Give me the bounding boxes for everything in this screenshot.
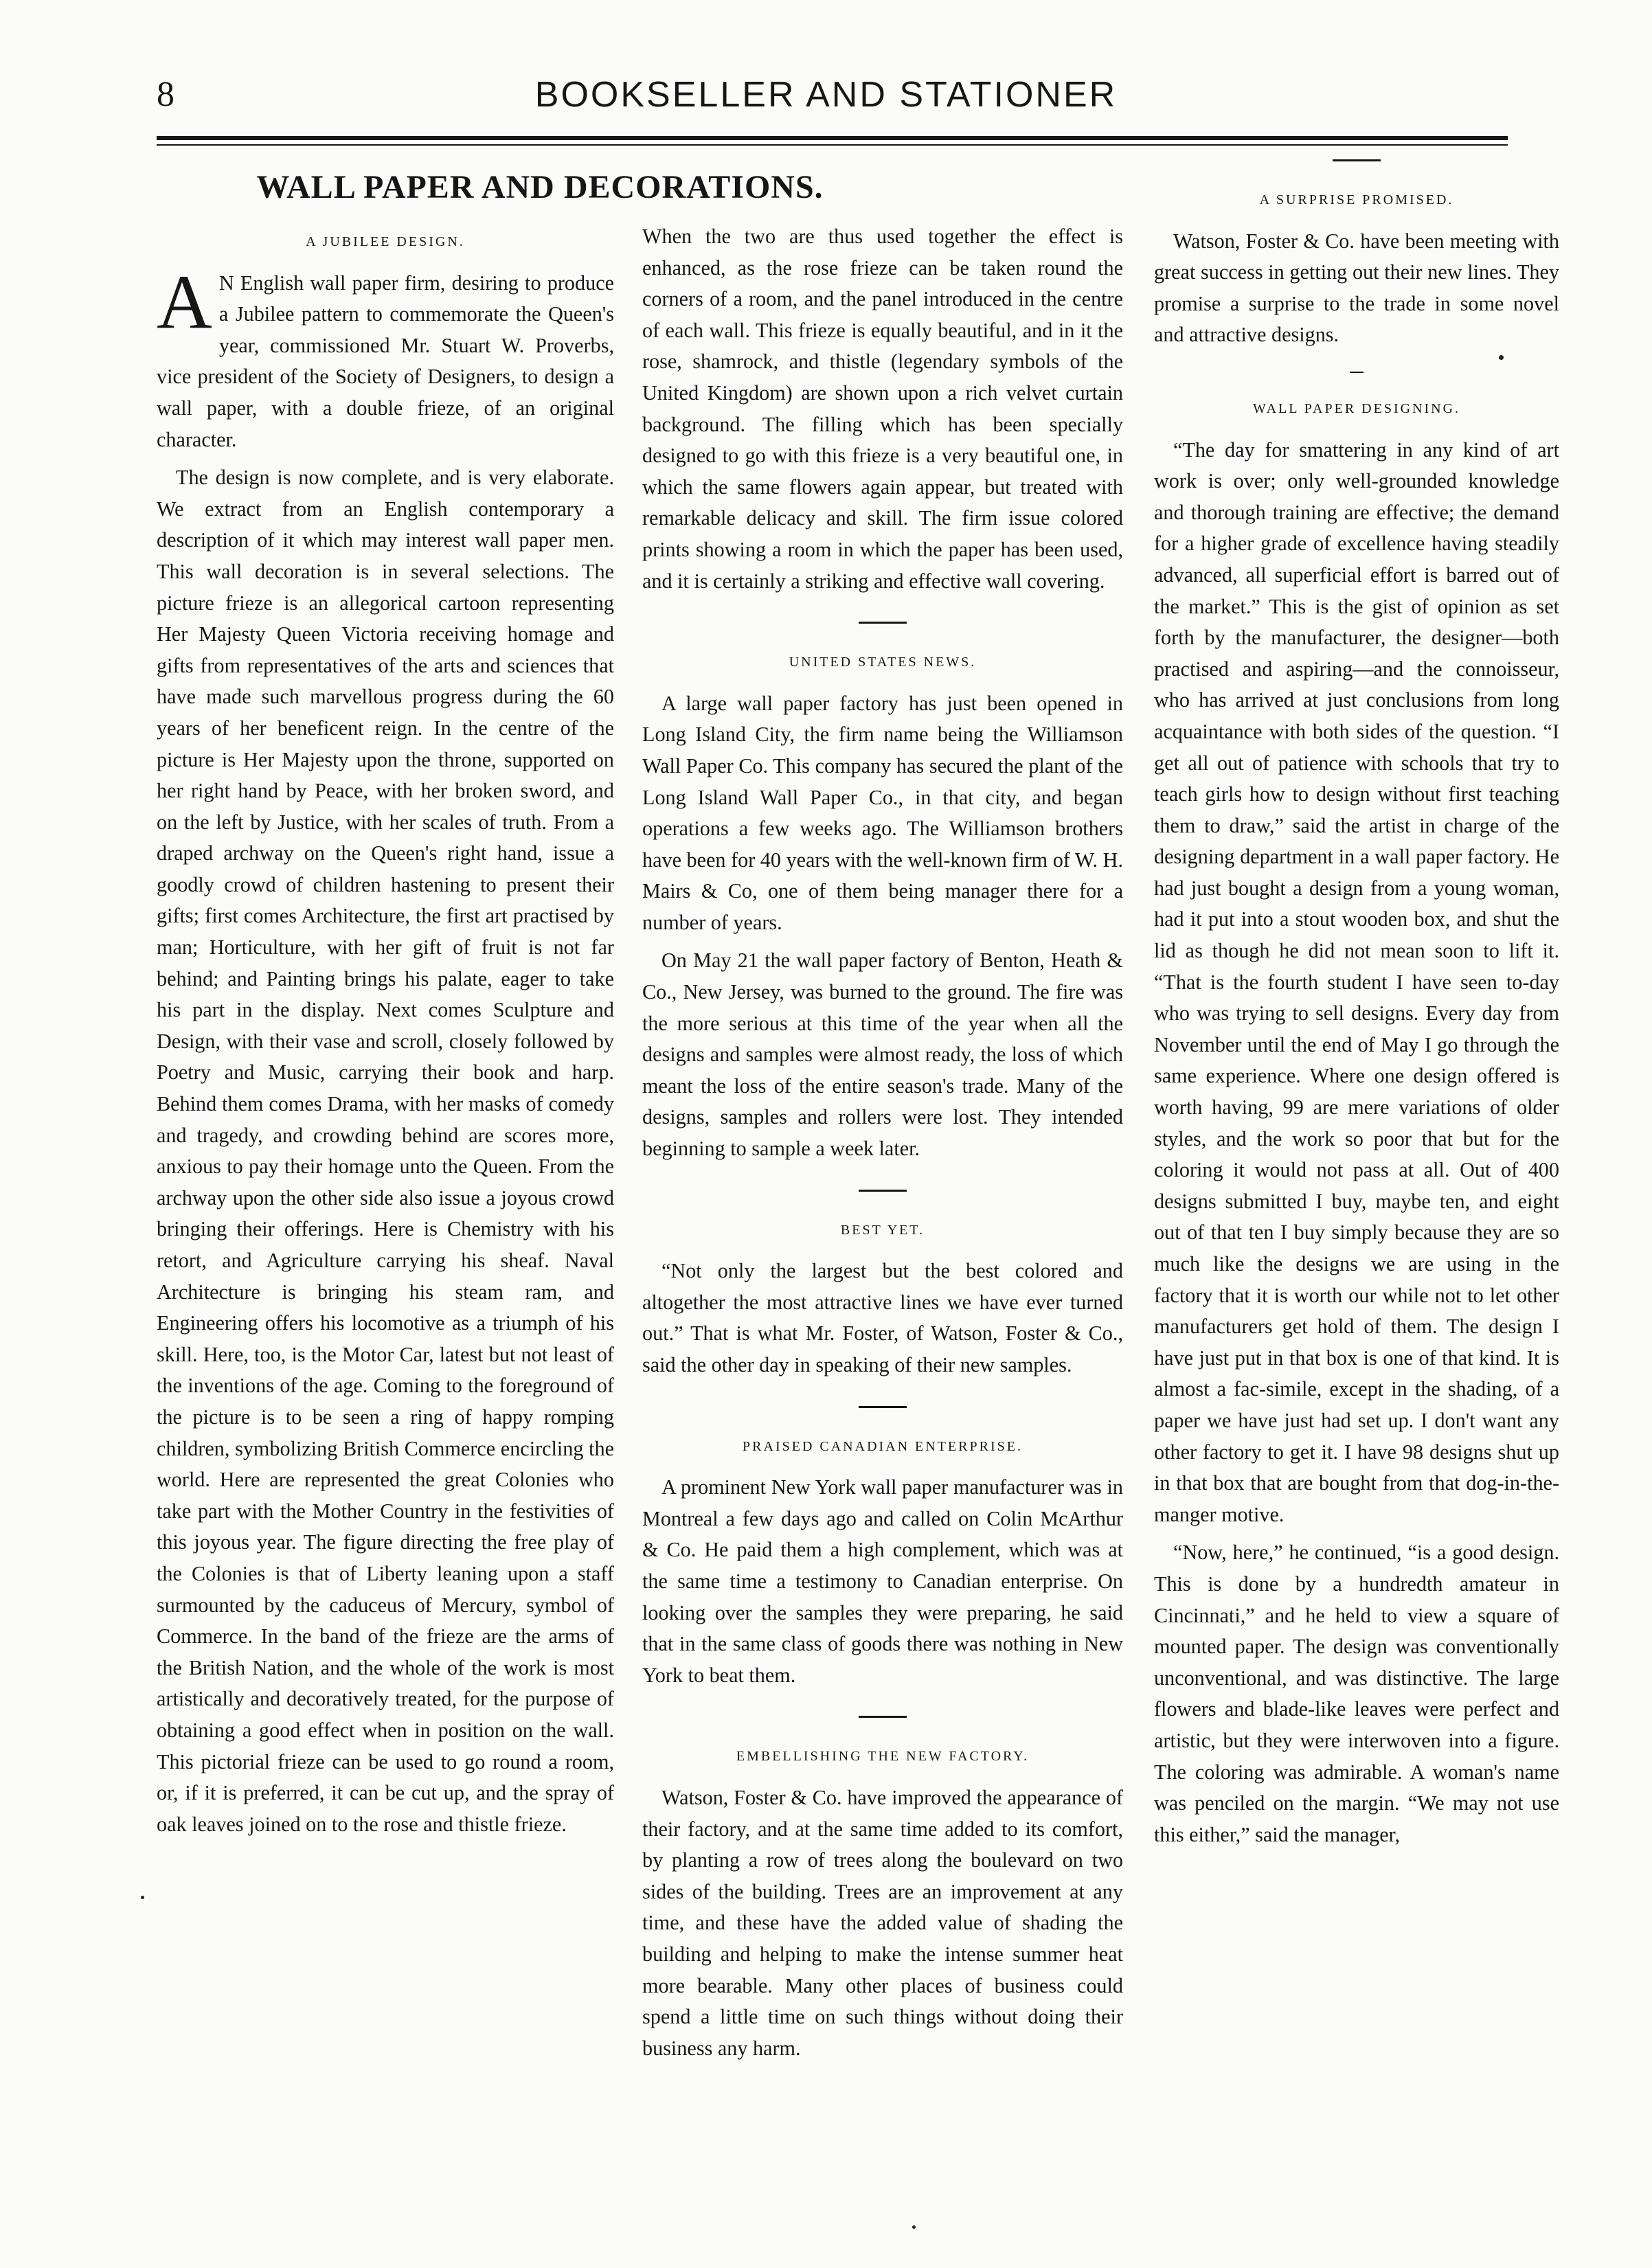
paragraph: A large wall paper factory has just been opened in Long Island City, the firm name being the Williamson Wall Paper Co. This company has secured the plant of the Long Island Wall Paper Co., in that city, and began operations a few weeks ago. The Williamson brothers have been for 40 years with the well-known firm of W. H. Mairs & Co, one of them being manager there for a number of years. [642, 691, 1123, 934]
header-rule-thin [157, 144, 1508, 146]
paragraph: “Not only the largest but the best colored and altogether the most attractive lines we have ever turned out.” That is what Mr. Foster, of Watson, Foster & Co., said the other day in speaking of their new samples. [642, 1259, 1123, 1376]
print-speck [141, 1896, 144, 1899]
page-number: 8 [157, 75, 174, 114]
print-speck [1499, 355, 1504, 360]
page-header [0, 0, 1652, 144]
article-title: WALL PAPER AND DECORATIONS. [256, 169, 824, 205]
section-heading: A SURPRISE PROMISED. [1259, 192, 1454, 207]
section-heading: UNITED STATES NEWS. [789, 655, 977, 670]
column-middle [642, 152, 1123, 2179]
section-heading: BEST YET. [840, 1222, 925, 1238]
header-rule-thick [157, 136, 1508, 140]
paragraph: Watson, Foster & Co. have improved the appearance of their factory, and at the same time added to its comfort, by planting a row of trees along the boulevard on two sides of the building. Trees are an improvement at any time, and these have the added value of shading the building and helping to make the intense summer heat more bearable. Many other places of business could spend a little time on such things without doing their business any harm. [642, 1785, 1123, 2060]
section-heading: EMBELLISHING THE NEW FACTORY. [736, 1749, 1030, 1765]
column-left [157, 220, 614, 2232]
column-right [1154, 152, 1559, 2179]
paragraph: “Now, here,” he continued, “is a good design. This is done by a hundredth amateur in Cincinnati,” and he held to view a square of mounted paper. The design was conventionally unconventional, and was distinctive. The large flowers and blade-like leaves were perfect and artistic, but they were interwoven into a figure. The coloring was admirable. A woman's name was penciled on the margin. “We may not use this either,” said the manager, [1154, 1541, 1559, 1846]
running-title: BOOKSELLER AND STATIONER [534, 75, 1118, 115]
paragraph [157, 259, 614, 456]
paragraph: Watson, Foster & Co. have been meeting with great success in getting out their new lines. They promise a surprise to the trade in some novel and attractive designs. [1154, 229, 1559, 347]
section-divider [859, 622, 907, 624]
section-divider [859, 1716, 907, 1718]
section-divider [859, 1190, 907, 1192]
paragraph-text: N English wall paper firm, desiring to produce a Jubilee pattern to commemorate the Queen's year, commissioned Mr. Stuart W. Proverbs, vice president of the Society of Designers, to design a wall paper, with a double frieze, of an original character. [157, 271, 614, 451]
paragraph: On May 21 the wall paper factory of Benton, Heath & Co., New Jersey, was burned to the ground. The fire was the more serious at this time of the year when all the designs and samples were almost ready, the loss of which meant the loss of the entire season's trade. Many of the designs, samples and rollers were lost. They intended beginning to sample a week later. [642, 949, 1123, 1161]
section-divider [859, 1406, 907, 1408]
section-divider [1350, 372, 1364, 373]
paragraph: When the two are thus used together the effect is enhanced, as the rose frieze can be taken round the corners of a room, and the panel introduced in the centre of each wall. This frieze is equally beautiful, and in it the rose, shamrock, and thistle (legendary symbols of the United Kingdom) are shown upon a rich velvet curtain background. The filling which has been specially designed to go with this frieze is a very beautiful one, in which the same flowers again appear, but treated with remarkable delicacy and skill. The firm issue colored prints showing a room in which the paper has been used, and it is certainly a striking and effective wall covering. [642, 225, 1123, 593]
section-heading: PRAISED CANADIAN ENTERPRISE. [743, 1438, 1023, 1454]
paragraph: The design is now complete, and is very elaborate. We extract from an English contemporary a description of it which may interest wall paper men. This wall decoration is in several selections. The picture frieze is an allegorical cartoon representing Her Majesty Queen Victoria receiving homage and gifts from representatives of the arts and sciences that have made such marvellous progress during the 60 years of her beneficent reign. In the centre of the picture is Her Majesty upon the throne, supported on her right hand by Peace, with her broken sword, and on the left by Justice, with her scales of truth. From a draped archway on the Queen's right hand, issue a goodly crowd of children hastening to present their gifts; first comes Architecture, the first art practised by man; Horticulture, with her gift of fruit is not far behind; and Painting brings his palate, eager to take his part in the display. Next comes Sculpture and Design, with their vase and scroll, closely followed by Poetry and Music, carrying their book and harp. Behind them comes Drama, with her masks of comedy and tragedy, and crowding behind are scores more, anxious to pay their homage unto the Queen. From the archway upon the other side also issue a joyous crowd bringing their offerings. Here is Chemistry with his retort, and Agriculture carrying his sheaf. Naval Architecture is bringing his steam ram, and Engineering offers his locomotive as a triumph of his skill. Here, too, is the Motor Car, latest but not least of the inventions of the age. Coming to the foreground of the picture is to be seen a ring of happy romping children, symbolizing British Commerce encircling the world. Here are represented the great Colonies who take part with the Mother Country in the festivities of this joyous year. The figure directing the free play of the Colonies is that of Liberty leaning upon a staff surmounted by the caduceus of Mercury, symbol of Commerce. In the band of the frieze are the arms of the British Nation, and the whole of the work is most artistically and decoratively treated, for the purpose of obtaining a good effect when in position on the wall. This pictorial frieze can be used to go round a room, or, if it is preferred, it can be cut up, and the spray of oak leaves joined on to the rose and thistle frieze. [157, 466, 614, 1836]
section-heading: WALL PAPER DESIGNING. [1252, 400, 1461, 416]
section-divider [1333, 159, 1381, 161]
section-heading: A JUBILEE DESIGN. [306, 234, 465, 249]
paragraph: “The day for smattering in any kind of art work is over; only well-grounded knowledge and thorough training are effective; the demand for a higher grade of excellence having steadily advanced, all superficial effort is barred out of the market.” This is the gist of opinion as set forth by the manufacturer, the designer—both practised and aspiring—and the connoisseur, who has arrived at just conclusions from long acquaintance with both sides of the question. “I get all out of patience with schools that try to teach girls how to design without first teaching them to draw,” said the artist in charge of the designing department in a wall paper factory. He had just bought a design from a young woman, had it put into a stout wooden box, and shut the lid as though he did not mean soon to lift it. “That is the fourth student I have seen to-day who was trying to sell designs. Every day from November until the end of May I go through the same experience. Where one design offered is worth having, 99 are mere variations of older styles, and the work so poor that but for the coloring it would not pass at all. Out of 400 designs submitted I buy, maybe ten, and eight out of that ten I buy simply because they are so much like the designs we are using in the factory that it is worth our while not to let other manufacturers get hold of them. The design I have just put in that box is one of that kind. It is almost a fac-simile, except in the shading, of a paper we have just had set up. I don't want any other factory to get it. I have 98 designs shut up in that box that are bought from that dog-in-the-manger motive. [1154, 438, 1559, 1526]
print-speck [912, 2225, 916, 2229]
paragraph: A prominent New York wall paper manufacturer was in Montreal a few days ago and called on Colin McArthur & Co. He paid them a high complement, which was at the same time a testimony to Canadian enterprise. On looking over the samples they were preparing, he said that in the same class of goods there was nothing in New York to beat them. [642, 1475, 1123, 1687]
drop-cap: A [157, 259, 212, 345]
